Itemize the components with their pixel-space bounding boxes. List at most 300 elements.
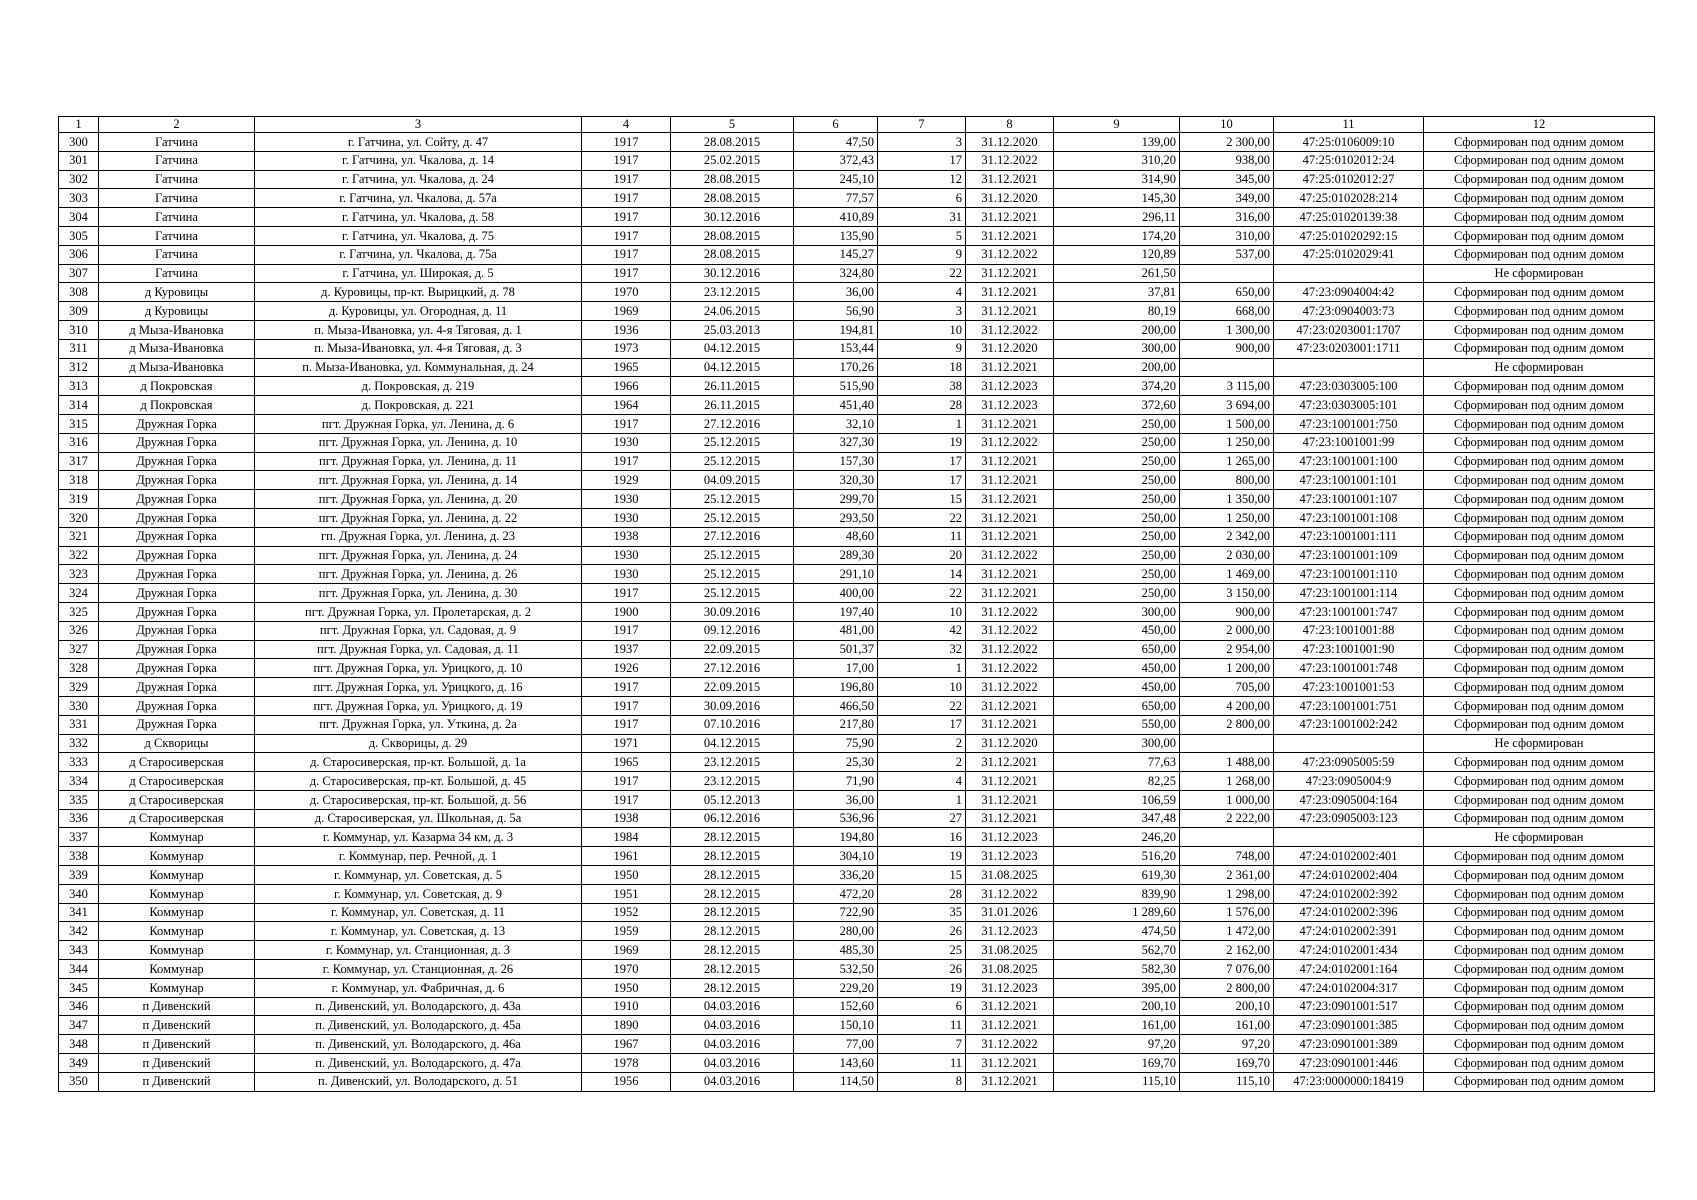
cell-address: пгт. Дружная Горка, ул. Урицкого, д. 16 — [255, 678, 582, 697]
cell-row-number: 346 — [59, 997, 99, 1016]
cell-year-built: 1917 — [582, 245, 671, 264]
cell-deadline: 31.12.2021 — [966, 170, 1054, 189]
cell-address: пгт. Дружная Горка, ул. Ленина, д. 10 — [255, 433, 582, 452]
cell-row-number: 341 — [59, 903, 99, 922]
cell-status: Сформирован под одним домом — [1424, 490, 1655, 509]
cell-deadline: 31.12.2023 — [966, 922, 1054, 941]
cell-cadastral-number: 47:23:0303005:100 — [1274, 377, 1424, 396]
cell-address: г. Гатчина, ул. Широкая, д. 5 — [255, 264, 582, 283]
cell-year-built: 1970 — [582, 960, 671, 979]
cell-year-built: 1917 — [582, 584, 671, 603]
cell-address: д. Старосиверская, пр-кт. Большой, д. 1а — [255, 753, 582, 772]
cell-cost: 80,19 — [1054, 302, 1180, 321]
cell-cost: 174,20 — [1054, 226, 1180, 245]
cell-cadastral-number: 47:24:0102002:404 — [1274, 866, 1424, 885]
cell-deadline: 31.12.2022 — [966, 320, 1054, 339]
table-row — [59, 302, 1655, 321]
cell-row-number: 307 — [59, 264, 99, 283]
cell-status: Сформирован под одним домом — [1424, 189, 1655, 208]
cell-residents: 3 — [878, 302, 966, 321]
cell-row-number: 301 — [59, 151, 99, 170]
cell-deadline: 31.12.2021 — [966, 508, 1054, 527]
column-header: 10 — [1180, 117, 1274, 133]
cell-land-area: 1 300,00 — [1180, 320, 1274, 339]
table-row — [59, 809, 1655, 828]
cell-settlement: д Старосиверская — [99, 772, 255, 791]
cell-year-built: 1917 — [582, 452, 671, 471]
cell-year-built: 1926 — [582, 659, 671, 678]
cell-row-number: 302 — [59, 170, 99, 189]
cell-cadastral-number: 47:23:1001001:110 — [1274, 565, 1424, 584]
cell-cadastral-number — [1274, 264, 1424, 283]
cell-cadastral-number: 47:25:0102029:41 — [1274, 245, 1424, 264]
document-page — [58, 116, 1644, 1092]
cell-land-area: 2 030,00 — [1180, 546, 1274, 565]
cell-residents: 26 — [878, 922, 966, 941]
cell-cadastral-number: 47:23:0901001:389 — [1274, 1035, 1424, 1054]
cell-row-number: 323 — [59, 565, 99, 584]
cell-address: г. Гатчина, ул. Чкалова, д. 57а — [255, 189, 582, 208]
cell-cadastral-number: 47:25:0102012:27 — [1274, 170, 1424, 189]
cell-land-area: 7 076,00 — [1180, 960, 1274, 979]
cell-status: Сформирован под одним домом — [1424, 753, 1655, 772]
cell-residents: 25 — [878, 941, 966, 960]
cell-area: 400,00 — [794, 584, 878, 603]
cell-settlement: Гатчина — [99, 170, 255, 189]
table-row — [59, 377, 1655, 396]
cell-area: 466,50 — [794, 696, 878, 715]
cell-land-area: 316,00 — [1180, 208, 1274, 227]
cell-settlement: Коммунар — [99, 866, 255, 885]
cell-land-area: 1 268,00 — [1180, 772, 1274, 791]
cell-row-number: 314 — [59, 396, 99, 415]
cell-area: 36,00 — [794, 283, 878, 302]
cell-address: пгт. Дружная Горка, ул. Ленина, д. 20 — [255, 490, 582, 509]
cell-land-area: 161,00 — [1180, 1016, 1274, 1035]
cell-year-built: 1917 — [582, 414, 671, 433]
table-row — [59, 1072, 1655, 1091]
cell-row-number: 300 — [59, 133, 99, 152]
cell-land-area: 2 342,00 — [1180, 527, 1274, 546]
cell-date: 27.12.2016 — [671, 659, 794, 678]
cell-year-built: 1917 — [582, 133, 671, 152]
cell-row-number: 333 — [59, 753, 99, 772]
cell-land-area: 1 576,00 — [1180, 903, 1274, 922]
cell-date: 25.12.2015 — [671, 546, 794, 565]
cell-date: 28.08.2015 — [671, 226, 794, 245]
cell-year-built: 1938 — [582, 527, 671, 546]
cell-date: 22.09.2015 — [671, 678, 794, 697]
cell-cost: 250,00 — [1054, 414, 1180, 433]
cell-status: Сформирован под одним домом — [1424, 640, 1655, 659]
cell-status: Сформирован под одним домом — [1424, 621, 1655, 640]
cell-residents: 42 — [878, 621, 966, 640]
cell-deadline: 31.12.2021 — [966, 527, 1054, 546]
table-row — [59, 621, 1655, 640]
cell-cadastral-number: 47:23:1001001:111 — [1274, 527, 1424, 546]
cell-settlement: Дружная Горка — [99, 602, 255, 621]
cell-status: Не сформирован — [1424, 828, 1655, 847]
table-row — [59, 527, 1655, 546]
cell-land-area: 3 150,00 — [1180, 584, 1274, 603]
cell-row-number: 337 — [59, 828, 99, 847]
cell-date: 28.12.2015 — [671, 847, 794, 866]
cell-status: Сформирован под одним домом — [1424, 471, 1655, 490]
cell-residents: 38 — [878, 377, 966, 396]
cell-land-area — [1180, 828, 1274, 847]
cell-row-number: 336 — [59, 809, 99, 828]
cell-land-area — [1180, 734, 1274, 753]
cell-date: 06.12.2016 — [671, 809, 794, 828]
table-row — [59, 133, 1655, 152]
cell-row-number: 347 — [59, 1016, 99, 1035]
cell-year-built: 1956 — [582, 1072, 671, 1091]
cell-residents: 17 — [878, 452, 966, 471]
cell-residents: 17 — [878, 151, 966, 170]
cell-address: п. Дивенский, ул. Володарского, д. 51 — [255, 1072, 582, 1091]
cell-year-built: 1930 — [582, 433, 671, 452]
cell-cost: 347,48 — [1054, 809, 1180, 828]
cell-date: 04.03.2016 — [671, 1016, 794, 1035]
cell-residents: 31 — [878, 208, 966, 227]
table-row — [59, 1016, 1655, 1035]
cell-settlement: Коммунар — [99, 903, 255, 922]
cell-cost: 250,00 — [1054, 584, 1180, 603]
cell-address: г. Коммунар, ул. Казарма 34 км, д. 3 — [255, 828, 582, 847]
cell-residents: 6 — [878, 997, 966, 1016]
table-row — [59, 565, 1655, 584]
cell-land-area: 2 162,00 — [1180, 941, 1274, 960]
cell-land-area: 668,00 — [1180, 302, 1274, 321]
cell-land-area: 1 298,00 — [1180, 884, 1274, 903]
cell-residents: 19 — [878, 433, 966, 452]
table-row — [59, 922, 1655, 941]
cell-year-built: 1917 — [582, 621, 671, 640]
cell-deadline: 31.12.2022 — [966, 151, 1054, 170]
cell-residents: 15 — [878, 866, 966, 885]
cell-area: 36,00 — [794, 790, 878, 809]
table-row — [59, 170, 1655, 189]
cell-area: 75,90 — [794, 734, 878, 753]
table-row — [59, 866, 1655, 885]
cell-deadline: 31.12.2022 — [966, 640, 1054, 659]
cell-settlement: д Старосиверская — [99, 753, 255, 772]
cell-land-area: 4 200,00 — [1180, 696, 1274, 715]
table-row — [59, 847, 1655, 866]
cell-status: Сформирован под одним домом — [1424, 170, 1655, 189]
cell-settlement: д Мыза-Ивановка — [99, 320, 255, 339]
cell-year-built: 1950 — [582, 866, 671, 885]
cell-residents: 1 — [878, 414, 966, 433]
cell-row-number: 349 — [59, 1054, 99, 1073]
cell-settlement: Коммунар — [99, 884, 255, 903]
cell-settlement: п Дивенский — [99, 1016, 255, 1035]
cell-status: Сформирован под одним домом — [1424, 790, 1655, 809]
cell-settlement: Коммунар — [99, 978, 255, 997]
cell-land-area: 2 800,00 — [1180, 715, 1274, 734]
column-header: 11 — [1274, 117, 1424, 133]
cell-residents: 15 — [878, 490, 966, 509]
cell-settlement: Гатчина — [99, 151, 255, 170]
cell-year-built: 1900 — [582, 602, 671, 621]
cell-cost: 562,70 — [1054, 941, 1180, 960]
cell-status: Сформирован под одним домом — [1424, 208, 1655, 227]
cell-residents: 6 — [878, 189, 966, 208]
cell-row-number: 319 — [59, 490, 99, 509]
cell-deadline: 31.01.2026 — [966, 903, 1054, 922]
cell-row-number: 338 — [59, 847, 99, 866]
cell-row-number: 350 — [59, 1072, 99, 1091]
cell-land-area: 1 500,00 — [1180, 414, 1274, 433]
cell-area: 372,43 — [794, 151, 878, 170]
cell-area: 472,20 — [794, 884, 878, 903]
cell-address: г. Гатчина, ул. Чкалова, д. 75 — [255, 226, 582, 245]
table-row — [59, 941, 1655, 960]
cell-deadline: 31.12.2021 — [966, 772, 1054, 791]
cell-year-built: 1969 — [582, 941, 671, 960]
cell-area: 324,80 — [794, 264, 878, 283]
cell-address: п. Дивенский, ул. Володарского, д. 43а — [255, 997, 582, 1016]
cell-date: 28.12.2015 — [671, 960, 794, 979]
cell-cadastral-number: 47:25:0102012:24 — [1274, 151, 1424, 170]
cell-area: 135,90 — [794, 226, 878, 245]
cell-cadastral-number: 47:23:0000000:18419 — [1274, 1072, 1424, 1091]
cell-date: 28.08.2015 — [671, 189, 794, 208]
cell-land-area: 200,10 — [1180, 997, 1274, 1016]
table-row — [59, 339, 1655, 358]
cell-status: Сформирован под одним домом — [1424, 302, 1655, 321]
table-body — [59, 133, 1655, 1092]
cell-cadastral-number: 47:23:1001001:109 — [1274, 546, 1424, 565]
cell-land-area: 2 300,00 — [1180, 133, 1274, 152]
table-row — [59, 283, 1655, 302]
cell-deadline: 31.12.2022 — [966, 245, 1054, 264]
table-row — [59, 433, 1655, 452]
cell-land-area: 2 954,00 — [1180, 640, 1274, 659]
cell-date: 23.12.2015 — [671, 772, 794, 791]
cell-area: 197,40 — [794, 602, 878, 621]
column-header: 5 — [671, 117, 794, 133]
cell-deadline: 31.12.2021 — [966, 283, 1054, 302]
cell-cost: 516,20 — [1054, 847, 1180, 866]
cell-cadastral-number: 47:23:0203001:1707 — [1274, 320, 1424, 339]
cell-date: 28.12.2015 — [671, 978, 794, 997]
cell-residents: 10 — [878, 602, 966, 621]
cell-status: Сформирован под одним домом — [1424, 377, 1655, 396]
cell-date: 28.08.2015 — [671, 170, 794, 189]
cell-settlement: д Мыза-Ивановка — [99, 358, 255, 377]
cell-area: 170,26 — [794, 358, 878, 377]
cell-deadline: 31.12.2021 — [966, 452, 1054, 471]
cell-deadline: 31.08.2025 — [966, 941, 1054, 960]
cell-deadline: 31.12.2023 — [966, 847, 1054, 866]
cell-residents: 5 — [878, 226, 966, 245]
cell-cost: 97,20 — [1054, 1035, 1180, 1054]
cell-land-area: 2 000,00 — [1180, 621, 1274, 640]
cell-area: 150,10 — [794, 1016, 878, 1035]
cell-settlement: Гатчина — [99, 133, 255, 152]
cell-cost: 37,81 — [1054, 283, 1180, 302]
cell-address: д. Покровская, д. 219 — [255, 377, 582, 396]
cell-area: 245,10 — [794, 170, 878, 189]
cell-year-built: 1930 — [582, 546, 671, 565]
cell-settlement: п Дивенский — [99, 1054, 255, 1073]
cell-date: 04.03.2016 — [671, 1072, 794, 1091]
table-row — [59, 978, 1655, 997]
cell-area: 304,10 — [794, 847, 878, 866]
cell-address: пгт. Дружная Горка, ул. Садовая, д. 11 — [255, 640, 582, 659]
cell-residents: 10 — [878, 678, 966, 697]
cell-residents: 4 — [878, 772, 966, 791]
cell-area: 280,00 — [794, 922, 878, 941]
cell-deadline: 31.12.2021 — [966, 790, 1054, 809]
cell-cadastral-number: 47:23:1001001:107 — [1274, 490, 1424, 509]
cell-area: 114,50 — [794, 1072, 878, 1091]
cell-status: Сформирован под одним домом — [1424, 151, 1655, 170]
cell-residents: 19 — [878, 847, 966, 866]
cell-date: 04.12.2015 — [671, 339, 794, 358]
cell-address: пгт. Дружная Горка, ул. Садовая, д. 9 — [255, 621, 582, 640]
cell-deadline: 31.12.2021 — [966, 1054, 1054, 1073]
cell-land-area: 800,00 — [1180, 471, 1274, 490]
cell-settlement: п Дивенский — [99, 1072, 255, 1091]
cell-year-built: 1936 — [582, 320, 671, 339]
cell-row-number: 326 — [59, 621, 99, 640]
cell-status: Сформирован под одним домом — [1424, 226, 1655, 245]
cell-area: 48,60 — [794, 527, 878, 546]
table-row — [59, 490, 1655, 509]
cell-area: 17,00 — [794, 659, 878, 678]
cell-date: 04.12.2015 — [671, 734, 794, 753]
cell-address: пгт. Дружная Горка, ул. Урицкого, д. 19 — [255, 696, 582, 715]
cell-cost: 450,00 — [1054, 659, 1180, 678]
cell-cadastral-number: 47:24:0102004:317 — [1274, 978, 1424, 997]
cell-residents: 1 — [878, 659, 966, 678]
cell-settlement: Дружная Горка — [99, 584, 255, 603]
cell-row-number: 343 — [59, 941, 99, 960]
cell-address: д. Старосиверская, ул. Школьная, д. 5а — [255, 809, 582, 828]
cell-status: Сформирован под одним домом — [1424, 414, 1655, 433]
cell-year-built: 1966 — [582, 377, 671, 396]
cell-year-built: 1917 — [582, 226, 671, 245]
cell-area: 25,30 — [794, 753, 878, 772]
cell-date: 28.12.2015 — [671, 922, 794, 941]
cell-area: 152,60 — [794, 997, 878, 1016]
table-row — [59, 790, 1655, 809]
cell-status: Сформирован под одним домом — [1424, 546, 1655, 565]
cell-deadline: 31.12.2022 — [966, 621, 1054, 640]
cell-row-number: 340 — [59, 884, 99, 903]
cell-address: пгт. Дружная Горка, ул. Урицкого, д. 10 — [255, 659, 582, 678]
cell-year-built: 1930 — [582, 490, 671, 509]
cell-year-built: 1929 — [582, 471, 671, 490]
cell-settlement: Дружная Горка — [99, 640, 255, 659]
cell-year-built: 1917 — [582, 208, 671, 227]
cell-date: 04.09.2015 — [671, 471, 794, 490]
table-row — [59, 659, 1655, 678]
cell-area: 299,70 — [794, 490, 878, 509]
cell-cadastral-number: 47:23:1001001:748 — [1274, 659, 1424, 678]
cell-address: д. Куровицы, ул. Огородная, д. 11 — [255, 302, 582, 321]
cell-row-number: 345 — [59, 978, 99, 997]
cell-area: 485,30 — [794, 941, 878, 960]
header-row — [59, 117, 1655, 133]
cell-settlement: Дружная Горка — [99, 433, 255, 452]
cell-deadline: 31.12.2022 — [966, 1035, 1054, 1054]
cell-deadline: 31.12.2020 — [966, 189, 1054, 208]
cell-residents: 7 — [878, 1035, 966, 1054]
table-row — [59, 1054, 1655, 1073]
cell-date: 28.08.2015 — [671, 245, 794, 264]
cell-address: п. Мыза-Ивановка, ул. 4-я Тяговая, д. 3 — [255, 339, 582, 358]
cell-area: 536,96 — [794, 809, 878, 828]
cell-area: 196,80 — [794, 678, 878, 697]
cell-year-built: 1967 — [582, 1035, 671, 1054]
cell-residents: 35 — [878, 903, 966, 922]
cell-area: 501,37 — [794, 640, 878, 659]
cell-row-number: 318 — [59, 471, 99, 490]
cell-land-area: 1 000,00 — [1180, 790, 1274, 809]
cell-year-built: 1917 — [582, 696, 671, 715]
cell-cadastral-number: 47:24:0102002:392 — [1274, 884, 1424, 903]
cell-status: Сформирован под одним домом — [1424, 941, 1655, 960]
housing-register-table — [58, 116, 1655, 1092]
cell-date: 30.12.2016 — [671, 264, 794, 283]
table-row — [59, 584, 1655, 603]
cell-cadastral-number: 47:24:0102002:391 — [1274, 922, 1424, 941]
cell-area: 32,10 — [794, 414, 878, 433]
cell-area: 289,30 — [794, 546, 878, 565]
column-header: 8 — [966, 117, 1054, 133]
cell-deadline: 31.12.2021 — [966, 565, 1054, 584]
cell-settlement: Коммунар — [99, 847, 255, 866]
cell-date: 23.12.2015 — [671, 283, 794, 302]
cell-status: Сформирован под одним домом — [1424, 339, 1655, 358]
cell-date: 25.12.2015 — [671, 433, 794, 452]
cell-cadastral-number: 47:23:0303005:101 — [1274, 396, 1424, 415]
cell-area: 145,27 — [794, 245, 878, 264]
cell-address: гп. Дружная Горка, ул. Ленина, д. 23 — [255, 527, 582, 546]
cell-area: 515,90 — [794, 377, 878, 396]
cell-row-number: 308 — [59, 283, 99, 302]
table-row — [59, 264, 1655, 283]
table-row — [59, 414, 1655, 433]
cell-date: 28.12.2015 — [671, 828, 794, 847]
table-row — [59, 772, 1655, 791]
cell-year-built: 1950 — [582, 978, 671, 997]
cell-cost: 300,00 — [1054, 734, 1180, 753]
cell-year-built: 1917 — [582, 790, 671, 809]
cell-residents: 11 — [878, 527, 966, 546]
cell-status: Сформирован под одним домом — [1424, 1016, 1655, 1035]
cell-residents: 2 — [878, 753, 966, 772]
cell-cadastral-number: 47:23:0905004:164 — [1274, 790, 1424, 809]
cell-land-area: 1 472,00 — [1180, 922, 1274, 941]
cell-cost: 82,25 — [1054, 772, 1180, 791]
cell-settlement: Дружная Горка — [99, 452, 255, 471]
cell-deadline: 31.12.2021 — [966, 1016, 1054, 1035]
cell-deadline: 31.12.2021 — [966, 490, 1054, 509]
cell-address: г. Гатчина, ул. Чкалова, д. 14 — [255, 151, 582, 170]
cell-date: 25.12.2015 — [671, 490, 794, 509]
cell-date: 25.03.2013 — [671, 320, 794, 339]
cell-deadline: 31.12.2021 — [966, 997, 1054, 1016]
column-header: 12 — [1424, 117, 1655, 133]
cell-address: пгт. Дружная Горка, ул. Ленина, д. 24 — [255, 546, 582, 565]
cell-row-number: 334 — [59, 772, 99, 791]
cell-year-built: 1971 — [582, 734, 671, 753]
cell-settlement: Гатчина — [99, 189, 255, 208]
